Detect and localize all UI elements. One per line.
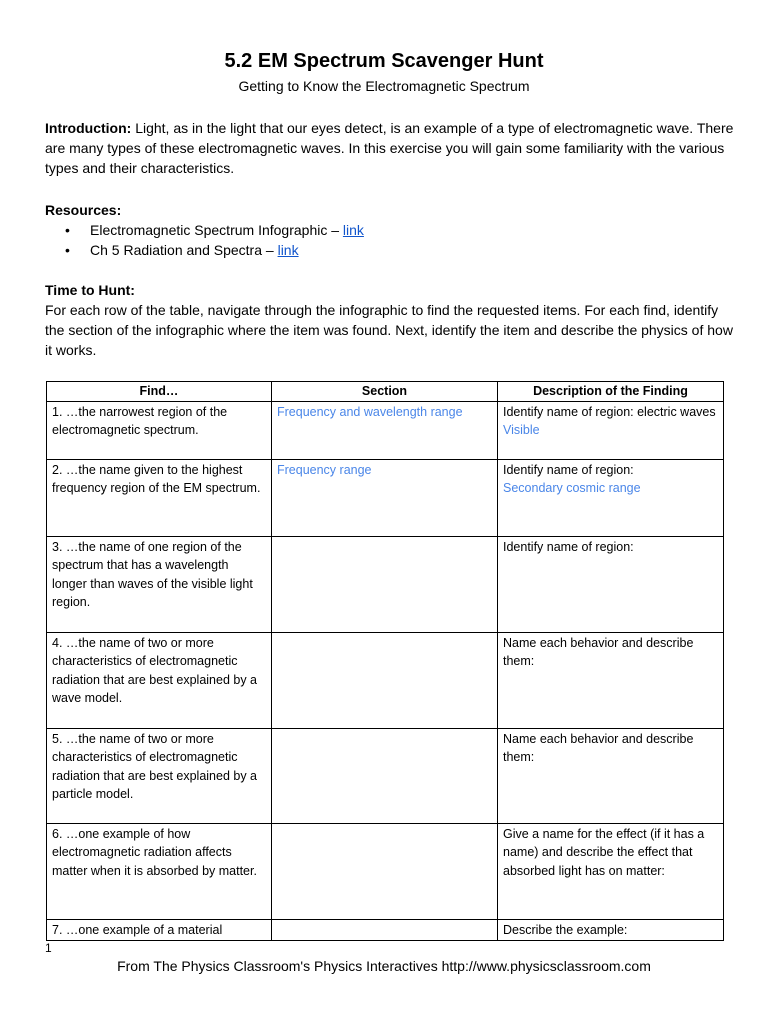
chapter-link[interactable]: link bbox=[277, 242, 299, 258]
introduction-paragraph bbox=[45, 118, 735, 178]
resources-list bbox=[45, 220, 735, 260]
resource-text: Ch 5 Radiation and Spectra – bbox=[90, 242, 278, 258]
description-prompt: Identify name of region: electric waves bbox=[503, 404, 716, 419]
section-cell[interactable] bbox=[272, 536, 498, 632]
find-cell: 3. …the name of one region of the spectrum that has a wavelength longer than waves of the visible light region. bbox=[47, 536, 272, 632]
resources-heading: Resources: bbox=[45, 202, 122, 218]
find-cell: 5. …the name of two or more characteristics of electromagnetic radiation that are best explained by a particle model. bbox=[47, 728, 272, 823]
answer-text: Secondary cosmic range bbox=[503, 481, 641, 495]
header-section: Section bbox=[272, 382, 498, 402]
description-cell[interactable] bbox=[498, 401, 724, 459]
bullet-icon: • bbox=[65, 222, 70, 238]
table-row bbox=[47, 919, 724, 941]
introduction-label: Introduction: bbox=[45, 120, 132, 136]
page-subtitle: Getting to Know the Electromagnetic Spectrum bbox=[238, 78, 530, 94]
infographic-link[interactable]: link bbox=[342, 222, 364, 238]
find-cell: 6. …one example of how electromagnetic radiation affects matter when it is absorbed by matter. bbox=[47, 823, 272, 919]
header-find: Find… bbox=[47, 382, 272, 402]
page-number: 1 bbox=[45, 941, 52, 955]
table-row bbox=[47, 823, 724, 919]
section-cell[interactable] bbox=[272, 823, 498, 919]
table-row bbox=[47, 401, 724, 459]
section-cell[interactable] bbox=[272, 919, 498, 941]
bullet-icon: • bbox=[65, 242, 70, 258]
scavenger-table bbox=[46, 381, 724, 941]
description-cell[interactable]: Identify name of region: bbox=[498, 536, 724, 632]
page-title: 5.2 EM Spectrum Scavenger Hunt bbox=[224, 50, 544, 72]
description-cell[interactable]: Name each behavior and describe them: bbox=[498, 728, 724, 823]
description-cell[interactable]: Describe the example: bbox=[498, 919, 724, 941]
introduction-text: Light, as in the light that our eyes detect, is an example of a type of electromagnetic wave. There are many types of these electromagnetic waves. In this exercise you will gain some familiarity with the various types and their characteristics. bbox=[45, 120, 734, 176]
hunt-instructions: For each row of the table, navigate through the infographic to find the requested items. For each find, identify the section of the infographic where the item was found. Next, identify the item and describe the physics of how it works. bbox=[45, 302, 733, 358]
table-row bbox=[47, 632, 724, 728]
section-cell[interactable]: Frequency range bbox=[272, 459, 498, 536]
hunt-heading: Time to Hunt: bbox=[45, 282, 135, 298]
find-cell: 2. …the name given to the highest frequency region of the EM spectrum. bbox=[47, 459, 272, 536]
table-row bbox=[47, 459, 724, 536]
list-item bbox=[45, 240, 735, 260]
section-cell[interactable] bbox=[272, 728, 498, 823]
find-cell: 4. …the name of two or more characteristics of electromagnetic radiation that are best explained by a wave model. bbox=[47, 632, 272, 728]
description-cell[interactable]: Name each behavior and describe them: bbox=[498, 632, 724, 728]
section-cell[interactable] bbox=[272, 632, 498, 728]
page-footer: From The Physics Classroom's Physics Interactives http://www.physicsclassroom.com bbox=[117, 958, 651, 974]
description-prompt: Identify name of region: bbox=[503, 462, 634, 477]
section-cell[interactable]: Frequency and wavelength range bbox=[272, 401, 498, 459]
find-cell: 7. …one example of a material bbox=[47, 919, 272, 941]
description-cell[interactable]: Give a name for the effect (if it has a name) and describe the effect that absorbed light has on matter: bbox=[498, 823, 724, 919]
table-row bbox=[47, 728, 724, 823]
resource-text: Electromagnetic Spectrum Infographic – bbox=[90, 222, 343, 238]
find-cell: 1. …the narrowest region of the electromagnetic spectrum. bbox=[47, 401, 272, 459]
list-item bbox=[45, 220, 735, 240]
description-cell[interactable] bbox=[498, 459, 724, 536]
table-header-row bbox=[47, 382, 724, 402]
answer-text: Visible bbox=[503, 423, 540, 437]
header-description: Description of the Finding bbox=[498, 382, 724, 402]
table-row bbox=[47, 536, 724, 632]
